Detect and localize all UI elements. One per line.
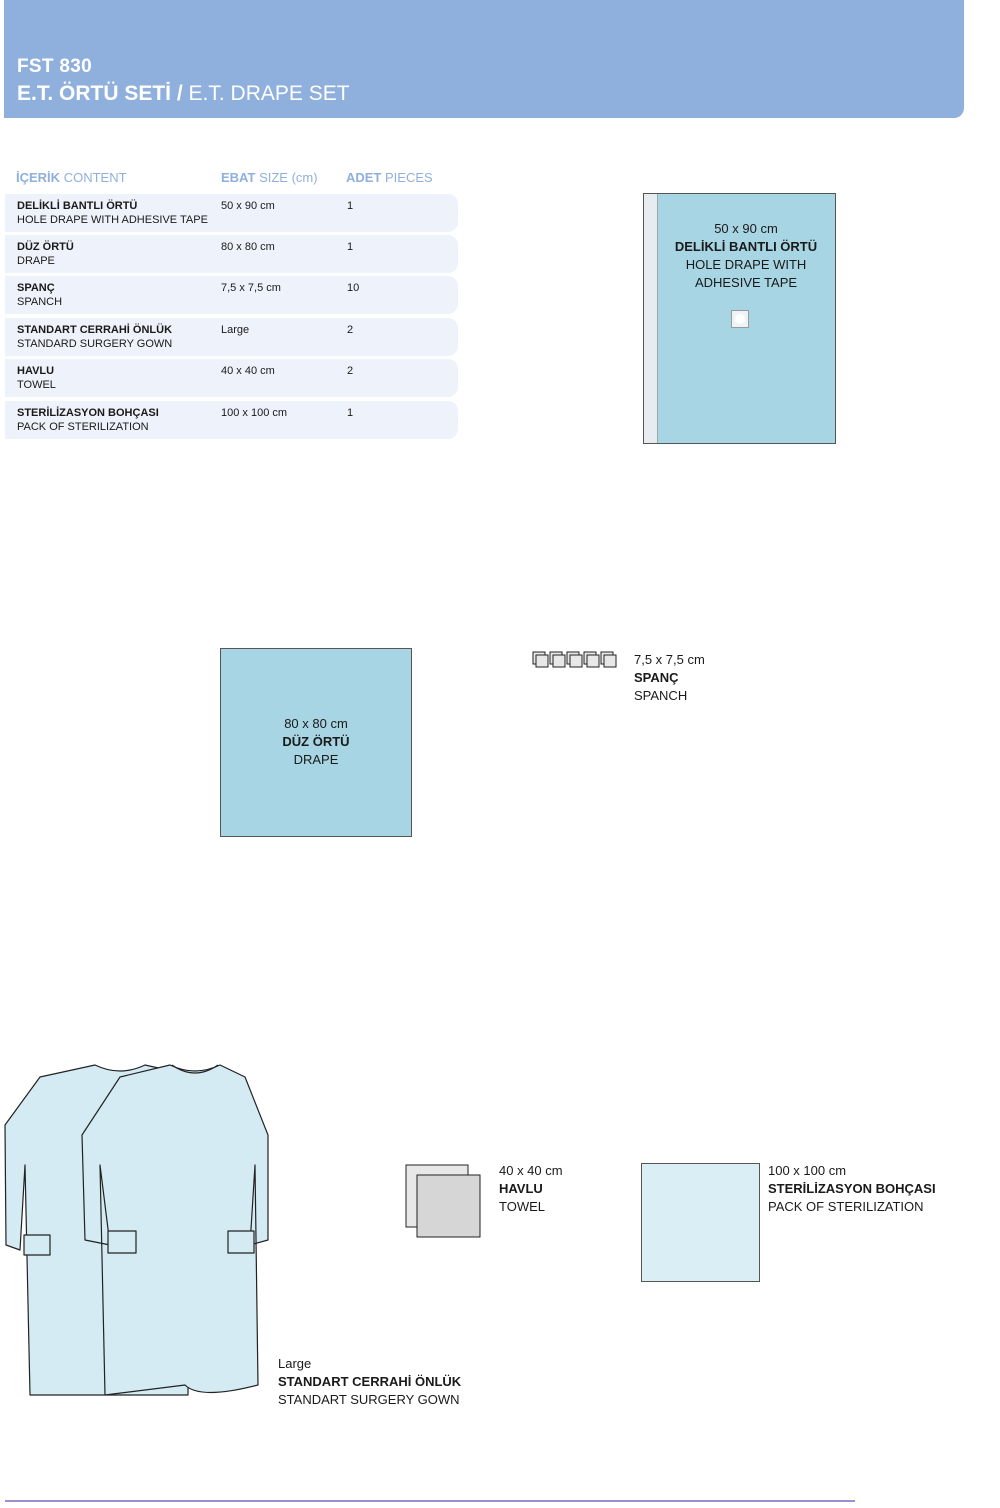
hole-drape-size: 50 x 90 cm	[714, 221, 778, 236]
spanch-size: 7,5 x 7,5 cm	[634, 652, 705, 667]
item-pieces: 1	[347, 200, 354, 212]
title-en: E.T. DRAPE SET	[188, 82, 350, 105]
gown-name-en: STANDART SURGERY GOWN	[278, 1392, 460, 1407]
item-size: 7,5 x 7,5 cm	[221, 282, 281, 294]
item-name-tr: STERİLİZASYON BOHÇASI	[17, 407, 159, 419]
item-name-en: STANDARD SURGERY GOWN	[17, 338, 173, 350]
item-size: Large	[221, 324, 250, 336]
page-header	[4, 0, 964, 118]
drape-name-en: DRAPE	[293, 752, 339, 767]
table-row	[5, 401, 458, 439]
product-code: FST 830	[17, 56, 92, 77]
drape-hole-icon	[731, 310, 749, 328]
drape-illustration	[220, 648, 412, 837]
product-title	[17, 82, 350, 106]
pack-name-en: PACK OF STERILIZATION	[768, 1199, 924, 1214]
item-name-en: SPANCH	[17, 296, 63, 308]
towel-size: 40 x 40 cm	[499, 1163, 563, 1178]
item-pieces: 2	[347, 365, 354, 377]
towel-icon	[404, 1163, 484, 1241]
item-name-tr: DELİKLİ BANTLI ÖRTÜ	[17, 200, 138, 212]
towel-caption	[499, 1162, 563, 1216]
header-size: EBAT SIZE (cm)	[221, 170, 318, 185]
towel-name-en: TOWEL	[499, 1199, 545, 1214]
item-size: 80 x 80 cm	[221, 241, 275, 253]
item-name-en: PACK OF STERILIZATION	[17, 421, 149, 433]
title-separator: /	[176, 82, 183, 105]
header-pieces: ADET PIECES	[346, 170, 433, 185]
hole-drape-name-tr: DELİKLİ BANTLI ÖRTÜ	[674, 239, 818, 254]
table-row	[5, 194, 458, 232]
item-name-tr: DÜZ ÖRTÜ	[17, 241, 74, 253]
surgery-gown-icon	[0, 1055, 300, 1405]
hole-drape-illustration	[643, 193, 836, 444]
table-row	[5, 359, 458, 397]
pack-size: 100 x 100 cm	[768, 1163, 847, 1178]
item-size: 100 x 100 cm	[221, 407, 288, 419]
gown-size: Large	[278, 1356, 312, 1371]
item-name-tr: SPANÇ	[17, 282, 55, 294]
spanch-name-en: SPANCH	[634, 688, 688, 703]
item-pieces: 1	[347, 407, 354, 419]
title-tr: E.T. ÖRTÜ SETİ	[17, 82, 172, 105]
item-name-tr: STANDART CERRAHİ ÖNLÜK	[17, 324, 173, 336]
adhesive-strip	[644, 194, 658, 443]
gown-caption	[278, 1355, 461, 1409]
sterilization-pack-illustration	[641, 1163, 760, 1282]
spanch-name-tr: SPANÇ	[634, 670, 679, 685]
gown-name-tr: STANDART CERRAHİ ÖNLÜK	[278, 1374, 462, 1389]
item-name-tr: HAVLU	[17, 365, 55, 377]
header-content: İÇERİK CONTENT	[16, 170, 127, 185]
spanch-icon	[532, 650, 620, 670]
item-pieces: 2	[347, 324, 354, 336]
item-name-en: TOWEL	[17, 379, 56, 391]
hole-drape-caption	[657, 220, 835, 292]
drape-name-tr: DÜZ ÖRTÜ	[282, 734, 350, 749]
item-pieces: 10	[347, 282, 360, 294]
table-row	[5, 318, 458, 356]
table-row	[5, 235, 458, 273]
pack-name-tr: STERİLİZASYON BOHÇASI	[768, 1181, 936, 1196]
spanch-caption	[634, 651, 705, 705]
towel-name-tr: HAVLU	[499, 1181, 543, 1196]
item-pieces: 1	[347, 241, 354, 253]
drape-caption	[221, 715, 411, 769]
drape-size: 80 x 80 cm	[284, 716, 348, 731]
footer-divider	[5, 1500, 855, 1502]
item-name-en: HOLE DRAPE WITH ADHESIVE TAPE	[17, 214, 208, 226]
item-name-en: DRAPE	[17, 255, 55, 267]
item-size: 40 x 40 cm	[221, 365, 275, 377]
table-row	[5, 276, 458, 314]
hole-drape-name-en-1: HOLE DRAPE WITH	[685, 257, 807, 272]
hole-drape-name-en-2: ADHESIVE TAPE	[694, 275, 798, 290]
pack-caption	[768, 1162, 936, 1216]
item-size: 50 x 90 cm	[221, 200, 275, 212]
